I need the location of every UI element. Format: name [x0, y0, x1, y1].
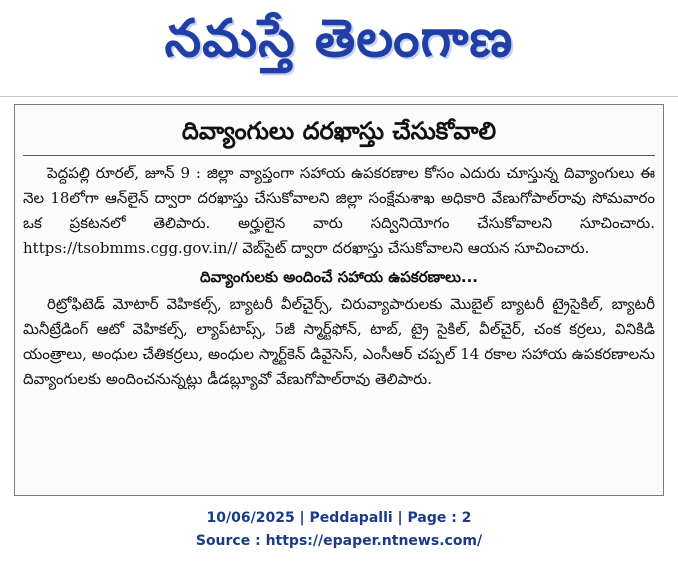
footer-source-line: Source : https://epaper.ntnews.com/ [195, 533, 483, 549]
article-paragraph-2: రిట్రోఫిటెడ్ మోటార్ వెహికల్స్, బ్యాటరీ వీల్‌చైర్స్, చిరువ్యాపారులకు మొబైల్ బ్యాటరీ ట్రైసైకిల్, బ్యాటరీ మినీట్రేడింగ్ ఆటో వెహికల్స్, ల్యాప్‌టాప్స్, 5జీ స్మార్ట్‌ఫోన్, టాబ్, ట్రై సైకిల్, వీల్‌చైర్, చంక కర్రలు, వినికిడి యంత్రాలు, అంధుల చేతికర్రలు, అంధుల స్మార్ట్‌కెన్ డివైసెస్, ఎంసీఆర్ చప్పల్ 14 రకాల సహాయ ఉపకరణాలను దివ్యాంగులకు అందించనున్నట్లు డీడబ్ల్యూవో వేణుగోపాల్‌రావు తెలిపారు. [23, 295, 655, 388]
article-headline: దివ్యాంగులు దరఖాస్తు చేసుకోవాలి [181, 117, 497, 145]
footer-date-line: 10/06/2025 | Peddapalli | Page : 2 [206, 510, 472, 526]
headline-divider [23, 155, 655, 156]
article-body [23, 161, 655, 392]
masthead-divider [0, 96, 678, 97]
newspaper-logo: నమస్తే తెలంగాణ [164, 9, 514, 69]
article-subheading: దివ్యాంగులకు అందించే సహాయ ఉపకరణాలు... [200, 268, 478, 286]
article-paragraph-1: పెద్దపల్లి రూరల్, జూన్ 9 : జిల్లా వ్యాప్తంగా సహాయ ఉపకరణాల కోసం ఎదురు చూస్తున్న దివ్యాంగులు ఈ నెల 18లోగా ఆన్‌లైన్ ద్వారా దరఖాస్తు చేసుకోవాలని జిల్లా సంక్షేమశాఖ అధికారి వేణుగోపాల్‌రావు సోమవారం ఒక ప్రకటనలో తెలిపారు. అర్హులైన వారు సద్వినియోగం చేసుకోవాలని సూచించారు. https://tsobmms.cgg.gov.in// వెబ్‌సైట్ ద్వారా దరఖాస్తు చేసుకోవాలని ఆయన సూచించారు. [23, 164, 655, 257]
masthead [0, 0, 678, 90]
article-clipping [14, 104, 664, 496]
